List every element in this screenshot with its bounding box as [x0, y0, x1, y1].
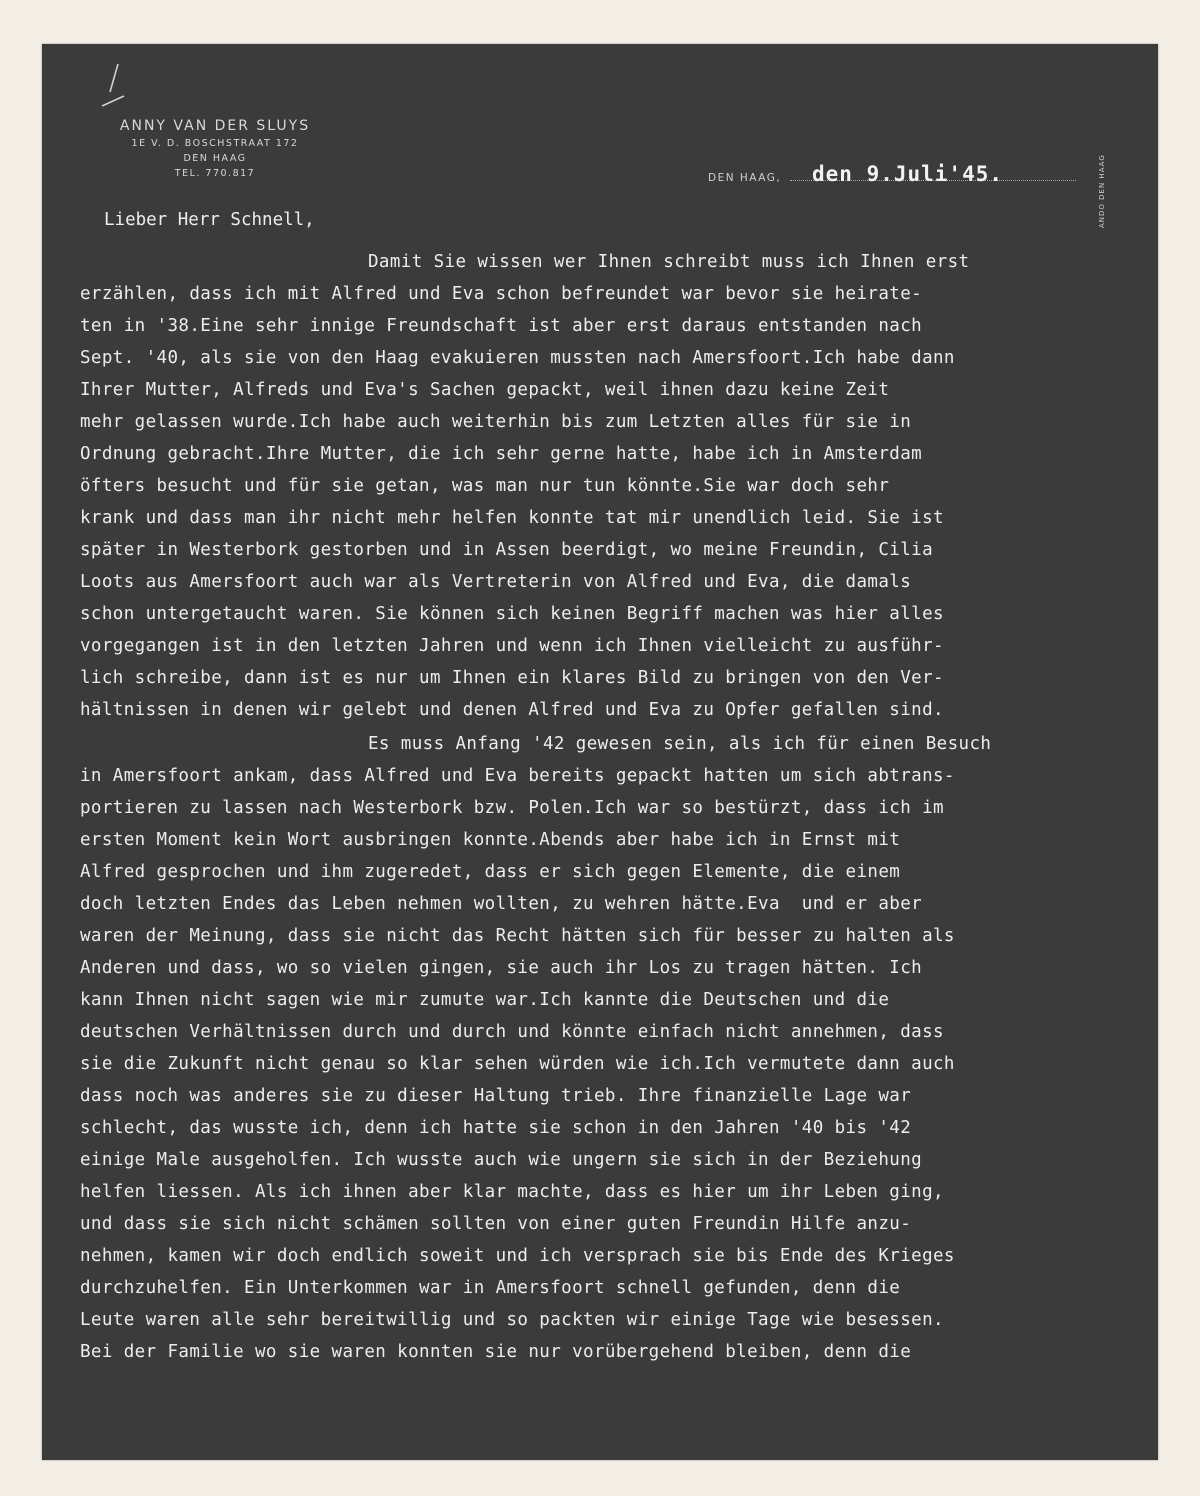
body-line: Ihrer Mutter, Alfreds und Eva's Sachen gepackt, weil ihnen dazu keine Zeit: [80, 380, 890, 400]
body-line: portieren zu lassen nach Westerbork bzw. Polen.Ich war so bestürzt, dass ich im: [80, 798, 944, 818]
body-line: einige Male ausgeholfen. Ich wusste auch wie ungern sie sich in der Beziehung: [80, 1150, 923, 1170]
body-line: kann Ihnen nicht sagen wie mir zumute war.Ich kannte die Deutschen und die: [80, 990, 890, 1010]
body-line: hältnissen in denen wir gelebt und denen Alfred und Eva zu Opfer gefallen sind.: [80, 700, 944, 720]
body-line: doch letzten Endes das Leben nehmen wollten, zu wehren hätte.Eva und er aber: [80, 894, 923, 914]
body-line: mehr gelassen wurde.Ich habe auch weiterhin bis zum Letzten alles für sie in: [80, 412, 912, 432]
body-line: deutschen Verhältnissen durch und durch und könnte einfach nicht annehmen, dass: [80, 1022, 944, 1042]
body-line: vorgegangen ist in den letzten Jahren und wenn ich Ihnen vielleicht zu ausführ-: [80, 636, 944, 656]
body-line: ersten Moment kein Wort ausbringen konnte.Abends aber habe ich in Ernst mit: [80, 830, 901, 850]
body-line: nehmen, kamen wir doch endlich soweit und ich versprach sie bis Ende des Krieges: [80, 1246, 955, 1266]
body-line: Bei der Familie wo sie waren konnten sie nur vorübergehend bleiben, denn die: [80, 1342, 912, 1362]
body-line: durchzuhelfen. Ein Unterkommen war in Amersfoort schnell gefunden, denn die: [80, 1278, 901, 1298]
body-line: öfters besucht und für sie getan, was man nur tun könnte.Sie war doch sehr: [80, 476, 890, 496]
body-line: und dass sie sich nicht schämen sollten von einer guten Freundin Hilfe anzu-: [80, 1214, 912, 1234]
body-line: dass noch was anderes sie zu dieser Haltung trieb. Ihre finanzielle Lage war: [80, 1086, 912, 1106]
body-line: lich schreibe, dann ist es nur um Ihnen ein klares Bild zu bringen von den Ver-: [80, 668, 944, 688]
printer-mark-text: ANDO DEN HAAG: [1098, 154, 1106, 228]
body-line: krank und dass man ihr nicht mehr helfen konnte tat mir unendlich leid. Sie ist: [80, 508, 944, 528]
body-line: Leute waren alle sehr bereitwillig und so packten wir einige Tage wie besessen.: [80, 1310, 944, 1330]
body-line: schon untergetaucht waren. Sie können sich keinen Begriff machen was hier alles: [80, 604, 944, 624]
body-line: helfen liessen. Als ich ihnen aber klar machte, dass es hier um ihr Leben ging,: [80, 1182, 944, 1202]
letterhead-phone: TEL. 770.817: [174, 168, 256, 179]
letterhead-name: ANNY VAN DER SLUYS: [119, 118, 311, 134]
body-line: Es muss Anfang '42 gewesen sein, als ich für einen Besuch: [368, 734, 992, 754]
body-line: Sept. '40, als sie von den Haag evakuieren mussten nach Amersfoort.Ich habe dann: [80, 348, 955, 368]
letterhead-street: 1E V. D. BOSCHSTRAAT 172: [131, 138, 299, 149]
date-place: DEN HAAG,: [708, 172, 782, 184]
body-line: Anderen und dass, wo so vielen gingen, sie auch ihr Los zu tragen hätten. Ich: [80, 958, 923, 978]
letterhead-city: DEN HAAG: [183, 153, 247, 164]
body-line: Alfred gesprochen und ihm zugeredet, dass er sich gegen Elemente, die einem: [80, 862, 901, 882]
body-line: Damit Sie wissen wer Ihnen schreibt muss ich Ihnen erst: [368, 252, 970, 272]
body-line: in Amersfoort ankam, dass Alfred und Eva bereits gepackt hatten um sich abtrans-: [80, 766, 955, 786]
body-line: ten in '38.Eine sehr innige Freundschaft ist aber erst daraus entstanden nach: [80, 316, 923, 336]
body-line: sie die Zukunft nicht genau so klar sehen würden wie ich.Ich vermutete dann auch: [80, 1054, 955, 1074]
body-line: erzählen, dass ich mit Alfred und Eva schon befreundet war bevor sie heirate-: [80, 284, 923, 304]
salutation: Lieber Herr Schnell,: [104, 210, 315, 230]
letter-date: den 9.Juli'45.: [812, 162, 1004, 186]
body-line: später in Westerbork gestorben und in Assen beerdigt, wo meine Freundin, Cilia: [80, 540, 933, 560]
body-line: schlecht, das wusste ich, denn ich hatte sie schon in den Jahren '40 bis '42: [80, 1118, 912, 1138]
body-line: waren der Meinung, dass sie nicht das Recht hätten sich für besser zu halten als: [80, 926, 955, 946]
body-line: Ordnung gebracht.Ihre Mutter, die ich sehr gerne hatte, habe ich in Amsterdam: [80, 444, 923, 464]
body-line: Loots aus Amersfoort auch war als Vertreterin von Alfred und Eva, die damals: [80, 572, 912, 592]
